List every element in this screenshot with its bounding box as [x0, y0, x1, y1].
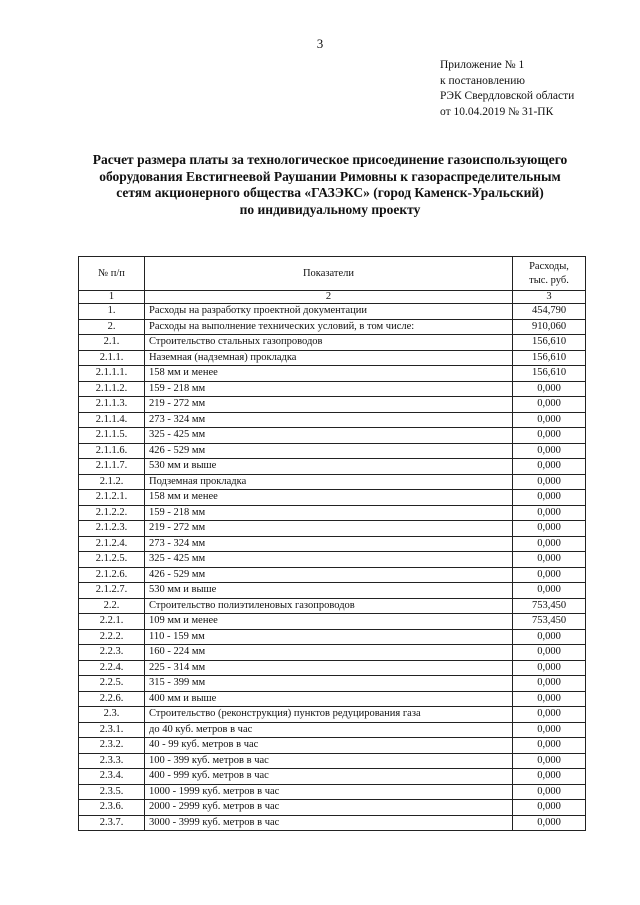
row-indicator-cell: 400 - 999 куб. метров в час — [145, 769, 513, 785]
row-value-cell: 910,060 — [513, 319, 586, 335]
table-row — [79, 335, 586, 351]
row-value-cell: 454,790 — [513, 304, 586, 320]
row-number-cell: 2.1.1.7. — [79, 459, 145, 475]
row-indicator-cell: 273 - 324 мм — [145, 536, 513, 552]
table-row — [79, 319, 586, 335]
row-value-cell: 0,000 — [513, 784, 586, 800]
row-value-cell: 0,000 — [513, 691, 586, 707]
row-indicator-cell: 158 мм и менее — [145, 490, 513, 506]
row-value-cell: 0,000 — [513, 800, 586, 816]
row-number-cell: 2.1.2.4. — [79, 536, 145, 552]
appendix-line: Приложение № 1 — [440, 59, 525, 71]
row-value-cell: 156,610 — [513, 350, 586, 366]
row-indicator-cell: 100 - 399 куб. метров в час — [145, 753, 513, 769]
row-indicator-cell: 110 - 159 мм — [145, 629, 513, 645]
row-value-cell: 0,000 — [513, 459, 586, 475]
row-value-cell: 0,000 — [513, 381, 586, 397]
row-value-cell: 0,000 — [513, 521, 586, 537]
row-value-cell: 0,000 — [513, 567, 586, 583]
page-number: 3 — [316, 36, 324, 51]
row-value-cell: 0,000 — [513, 707, 586, 723]
row-value-cell: 0,000 — [513, 722, 586, 738]
table-row — [79, 676, 586, 692]
row-indicator-cell: до 40 куб. метров в час — [145, 722, 513, 738]
row-value-cell: 0,000 — [513, 645, 586, 661]
row-indicator-cell: Строительство полиэтиленовых газопроводов — [145, 598, 513, 614]
table-row — [79, 645, 586, 661]
row-value-cell: 0,000 — [513, 660, 586, 676]
row-indicator-cell: 315 - 399 мм — [145, 676, 513, 692]
table-row — [79, 738, 586, 754]
table-row — [79, 707, 586, 723]
table-row — [79, 660, 586, 676]
row-value-cell: 0,000 — [513, 629, 586, 645]
row-indicator-cell: Строительство (реконструкция) пунктов редуцирования газа — [145, 707, 513, 723]
row-number-cell: 2.2.5. — [79, 676, 145, 692]
header-num: № п/п — [79, 257, 145, 291]
row-number-cell: 2.3. — [79, 707, 145, 723]
document-title — [60, 152, 600, 218]
row-indicator-cell: 159 - 218 мм — [145, 505, 513, 521]
calculation-table — [78, 256, 586, 831]
column-index-cell: 2 — [145, 291, 513, 304]
row-number-cell: 2.3.1. — [79, 722, 145, 738]
table-row — [79, 784, 586, 800]
row-value-cell: 0,000 — [513, 738, 586, 754]
appendix-line: от 10.04.2019 № 31-ПК — [440, 105, 554, 118]
row-indicator-cell: 400 мм и выше — [145, 691, 513, 707]
row-indicator-cell: 160 - 224 мм — [145, 645, 513, 661]
row-indicator-cell: 219 - 272 мм — [145, 521, 513, 537]
row-value-cell: 0,000 — [513, 583, 586, 599]
row-indicator-cell: 325 - 425 мм — [145, 428, 513, 444]
table-row — [79, 629, 586, 645]
table-row — [79, 350, 586, 366]
row-indicator-cell: Наземная (надземная) прокладка — [145, 350, 513, 366]
table-row — [79, 459, 586, 475]
row-number-cell: 2.3.5. — [79, 784, 145, 800]
row-indicator-cell: Расходы на выполнение технических условий, в том числе: — [145, 319, 513, 335]
row-number-cell: 1. — [79, 304, 145, 320]
title-line: по индивидуальному проекту — [239, 201, 421, 217]
appendix-block — [440, 58, 574, 120]
row-indicator-cell: 159 - 218 мм — [145, 381, 513, 397]
row-value-cell: 156,610 — [513, 366, 586, 382]
row-number-cell: 2.1.2.6. — [79, 567, 145, 583]
row-value-cell: 156,610 — [513, 335, 586, 351]
row-indicator-cell: 109 мм и менее — [145, 614, 513, 630]
row-value-cell: 0,000 — [513, 443, 586, 459]
table-row — [79, 583, 586, 599]
title-line: оборудования Евстигнеевой Раушании Римовны к газораспределительным — [99, 168, 561, 184]
row-indicator-cell: 426 - 529 мм — [145, 567, 513, 583]
row-value-cell: 753,450 — [513, 614, 586, 630]
row-value-cell: 0,000 — [513, 552, 586, 568]
row-number-cell: 2.1.1.4. — [79, 412, 145, 428]
row-number-cell: 2.3.6. — [79, 800, 145, 816]
row-indicator-cell: 2000 - 2999 куб. метров в час — [145, 800, 513, 816]
table-row — [79, 366, 586, 382]
table-header-row — [79, 257, 586, 291]
row-value-cell: 0,000 — [513, 815, 586, 831]
row-number-cell: 2.2.4. — [79, 660, 145, 676]
table-row — [79, 536, 586, 552]
row-number-cell: 2.1.2.5. — [79, 552, 145, 568]
row-indicator-cell: 3000 - 3999 куб. метров в час — [145, 815, 513, 831]
row-number-cell: 2.1.2.1. — [79, 490, 145, 506]
table-row — [79, 304, 586, 320]
row-number-cell: 2.1.1. — [79, 350, 145, 366]
table-row — [79, 505, 586, 521]
table-row — [79, 815, 586, 831]
row-number-cell: 2.3.2. — [79, 738, 145, 754]
row-number-cell: 2.1.2.7. — [79, 583, 145, 599]
row-number-cell: 2.1.2. — [79, 474, 145, 490]
column-index-row — [79, 291, 586, 304]
row-number-cell: 2. — [79, 319, 145, 335]
row-value-cell: 0,000 — [513, 428, 586, 444]
row-number-cell: 2.1.1.3. — [79, 397, 145, 413]
title-line: сетям акционерного общества «ГАЗЭКС» (город Каменск-Уральский) — [116, 185, 544, 200]
row-indicator-cell: 1000 - 1999 куб. метров в час — [145, 784, 513, 800]
row-value-cell: 0,000 — [513, 676, 586, 692]
row-indicator-cell: 325 - 425 мм — [145, 552, 513, 568]
header-value — [513, 257, 586, 291]
row-number-cell: 2.3.3. — [79, 753, 145, 769]
table-row — [79, 397, 586, 413]
row-value-cell: 0,000 — [513, 769, 586, 785]
row-indicator-cell: Расходы на разработку проектной документации — [145, 304, 513, 320]
row-value-cell: 0,000 — [513, 536, 586, 552]
table-row — [79, 722, 586, 738]
header-value-line: Расходы, — [529, 260, 569, 272]
row-number-cell: 2.2.6. — [79, 691, 145, 707]
row-number-cell: 2.1.1.6. — [79, 443, 145, 459]
row-number-cell: 2.3.7. — [79, 815, 145, 831]
row-indicator-cell: 530 мм и выше — [145, 459, 513, 475]
table-row — [79, 521, 586, 537]
table-row — [79, 552, 586, 568]
row-number-cell: 2.1.2.3. — [79, 521, 145, 537]
row-number-cell: 2.1.2.2. — [79, 505, 145, 521]
row-value-cell: 0,000 — [513, 753, 586, 769]
row-number-cell: 2.1.1.5. — [79, 428, 145, 444]
table-row — [79, 474, 586, 490]
row-value-cell: 0,000 — [513, 412, 586, 428]
header-value-line: тыс. руб. — [529, 274, 569, 286]
table-row — [79, 381, 586, 397]
table-row — [79, 567, 586, 583]
row-indicator-cell: 225 - 314 мм — [145, 660, 513, 676]
table-row — [79, 691, 586, 707]
title-line: Расчет размера платы за технологическое присоединение газоиспользующего — [92, 152, 568, 167]
row-indicator-cell: 426 - 529 мм — [145, 443, 513, 459]
row-value-cell: 0,000 — [513, 490, 586, 506]
row-value-cell: 0,000 — [513, 397, 586, 413]
row-indicator-cell: 219 - 272 мм — [145, 397, 513, 413]
appendix-line: РЭК Свердловской области — [440, 90, 575, 102]
table-row — [79, 412, 586, 428]
row-number-cell: 2.1.1.1. — [79, 366, 145, 382]
row-number-cell: 2.1.1.2. — [79, 381, 145, 397]
row-number-cell: 2.2.2. — [79, 629, 145, 645]
header-indicator: Показатели — [145, 257, 513, 291]
row-number-cell: 2.3.4. — [79, 769, 145, 785]
table-row — [79, 490, 586, 506]
table-row — [79, 769, 586, 785]
row-value-cell: 0,000 — [513, 474, 586, 490]
row-value-cell: 0,000 — [513, 505, 586, 521]
row-indicator-cell: Строительство стальных газопроводов — [145, 335, 513, 351]
row-number-cell: 2.2.1. — [79, 614, 145, 630]
table-row — [79, 428, 586, 444]
row-indicator-cell: 158 мм и менее — [145, 366, 513, 382]
column-index-cell: 3 — [513, 291, 586, 304]
row-indicator-cell: Подземная прокладка — [145, 474, 513, 490]
row-number-cell: 2.1. — [79, 335, 145, 351]
appendix-line: к постановлению — [440, 74, 525, 87]
table-row — [79, 753, 586, 769]
table-row — [79, 800, 586, 816]
row-indicator-cell: 273 - 324 мм — [145, 412, 513, 428]
table-row — [79, 614, 586, 630]
row-indicator-cell: 530 мм и выше — [145, 583, 513, 599]
table-row — [79, 598, 586, 614]
column-index-cell: 1 — [79, 291, 145, 304]
table-row — [79, 443, 586, 459]
row-indicator-cell: 40 - 99 куб. метров в час — [145, 738, 513, 754]
row-value-cell: 753,450 — [513, 598, 586, 614]
row-number-cell: 2.2. — [79, 598, 145, 614]
row-number-cell: 2.2.3. — [79, 645, 145, 661]
